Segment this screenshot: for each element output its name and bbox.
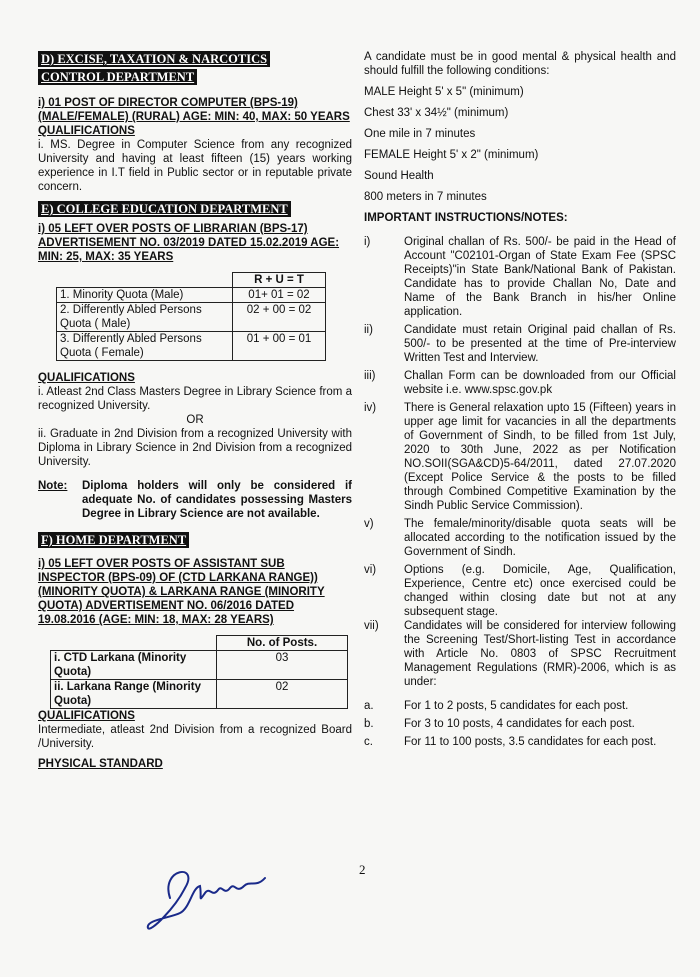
librarian-qualification-i: i. Atleast 2nd Class Masters Degree in Library Science from a recognized University. bbox=[38, 386, 352, 412]
list-item: vii) Candidates will be considered for interview following the Screening Test/Short-listing Test in accordance with Article No. 0803 of SPSC Recruitment Management Regulations (RMR)-2006, which is as under: bbox=[364, 620, 676, 688]
asi-qualification: Intermediate, atleast 2nd Division from a recognized Board /University. bbox=[38, 724, 352, 750]
list-item: i) Original challan of Rs. 500/- be paid in the Head of Account "C02101-Organ of State Exam Fee (SPSC Receipts)"in State Bank/National Bank of Pakistan. Candidate has to provide Challan No, Date and Name of the Bank Branch in his/her Online application. bbox=[364, 236, 676, 318]
qualifications-heading: QUALIFICATIONS bbox=[38, 125, 135, 137]
table-header: No. of Posts. bbox=[217, 636, 348, 651]
male-height: MALE Height 5' x 5" (minimum) bbox=[364, 86, 524, 98]
note-label: Note: bbox=[38, 480, 68, 492]
meters-run: 800 meters in 7 minutes bbox=[364, 191, 487, 203]
table-row: i. CTD Larkana (Minority Quota) 03 bbox=[51, 651, 348, 680]
table-header: R + U = T bbox=[233, 273, 326, 288]
list-item: iv) There is General relaxation upto 15 (Fifteen) years in upper age limit for vacancies in all the departments of Government of Sindh, to be filled from 1st July, 2020 to 30th June, 2022 as per Notification NO.SOII(SGA&CD)5-64/2011, dated 27.07.2020 (Except Police Service & the posts to be filled through Combined Competitive Examination by the Sindh Public Service Commission). bbox=[364, 402, 676, 512]
librarian-quota-table bbox=[56, 272, 326, 361]
section-d-heading: D) EXCISE, TAXATION & NARCOTICS CONTROL DEPARTMENT bbox=[38, 50, 352, 86]
asi-post: i) 05 LEFT OVER POSTS OF ASSISTANT SUB INSPECTOR (BPS-09) OF (CTD LARKANA RANGE)) (MINORITY QUOTA) & LARKANA RANGE (MINORITY QUOTA) ADVERTISEMENT NO. 06/2016 DATED 19.08.2016 (AGE: MIN: 18, MAX: 28 YEARS) bbox=[38, 558, 325, 626]
table-row: ii. Larkana Range (Minority Quota) 02 bbox=[51, 680, 348, 709]
list-item: vi) Options (e.g. Domicile, Age, Qualification, Experience, Centre etc) once exercised could be changed within closing date but not at any subsequent stage. bbox=[364, 564, 676, 618]
diploma-note bbox=[38, 479, 352, 521]
asi-posts-table bbox=[50, 635, 348, 709]
note-text: Diploma holders will only be considered if adequate No. of candidates possessing Masters Degree in Library Science are not available. bbox=[82, 480, 352, 520]
section-f-heading: F) HOME DEPARTMENT bbox=[38, 532, 189, 548]
page-number: 2 bbox=[359, 862, 366, 877]
section-e-heading: E) COLLEGE EDUCATION DEPARTMENT bbox=[38, 201, 291, 217]
or-divider: OR bbox=[186, 414, 204, 426]
sub-list-item: a. For 1 to 2 posts, 5 candidates for each post. bbox=[364, 700, 629, 712]
list-item: ii) Candidate must retain Original paid challan of Rs. 500/- to be presented at the time of Pre-interview Written Test and Interview. bbox=[364, 324, 676, 364]
list-item: iii) Challan Form can be downloaded from our Official website i.e. www.spsc.gov.pk bbox=[364, 370, 676, 396]
list-item: v) The female/minority/disable quota seats will be allocated according to the notification issued by the Government of Sindh. bbox=[364, 518, 676, 558]
director-qualification: i. MS. Degree in Computer Science from any recognized University and having at least fifteen (15) years working experience in I.T field in Public sector or in reputable private concern. bbox=[38, 139, 352, 193]
sub-list-item: b. For 3 to 10 posts, 4 candidates for each post. bbox=[364, 718, 635, 730]
table-row: 1. Minority Quota (Male) 01+ 01 = 02 bbox=[57, 288, 326, 303]
sub-list-item: c. For 11 to 100 posts, 3.5 candidates for each post. bbox=[364, 736, 657, 748]
physical-standard-heading: PHYSICAL STANDARD bbox=[38, 758, 163, 770]
female-height: FEMALE Height 5' x 2" (minimum) bbox=[364, 149, 539, 161]
table-row: 2. Differently Abled Persons Quota ( Male) 02 + 00 = 02 bbox=[57, 303, 326, 332]
director-computer-post: i) 01 POST OF DIRECTOR COMPUTER (BPS-19) (MALE/FEMALE) (RURAL) AGE: MIN: 40, MAX: 50 YEARS bbox=[38, 97, 350, 123]
qualifications-heading: QUALIFICATIONS bbox=[38, 372, 135, 384]
qualifications-heading: QUALIFICATIONS bbox=[38, 710, 135, 722]
table-row: 3. Differently Abled Persons Quota ( Female) 01 + 00 = 01 bbox=[57, 332, 326, 361]
mile-run: One mile in 7 minutes bbox=[364, 128, 476, 140]
instructions-heading: IMPORTANT INSTRUCTIONS/NOTES: bbox=[364, 212, 568, 224]
chest: Chest 33' x 34½" (minimum) bbox=[364, 107, 509, 119]
left-column bbox=[38, 50, 352, 771]
librarian-post: i) 05 LEFT OVER POSTS OF LIBRARIAN (BPS-17) ADVERTISEMENT NO. 03/2019 DATED 15.02.2019 AGE: MIN: 25, MAX: 35 YEARS bbox=[38, 223, 340, 263]
right-column bbox=[364, 50, 676, 749]
sound-health: Sound Health bbox=[364, 170, 434, 182]
physical-intro: A candidate must be in good mental & physical health and should fulfill the following conditions: bbox=[364, 51, 676, 77]
librarian-qualification-ii: ii. Graduate in 2nd Division from a recognized University with Diploma in Library Science in 2nd Division from a recognized University. bbox=[38, 428, 352, 468]
signature-icon bbox=[140, 858, 280, 948]
